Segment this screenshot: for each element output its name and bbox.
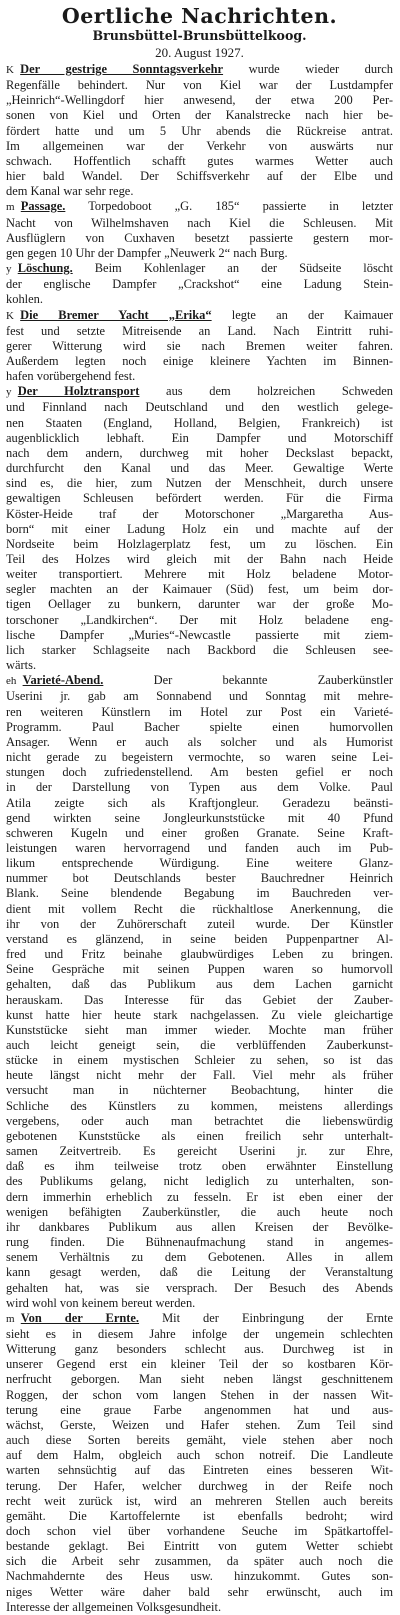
text-line: senem Verhältnis zu dem Gebotenen. Alles in allem xyxy=(6,1250,393,1265)
text-line: hafen vorübergehend fest. xyxy=(6,369,136,384)
text-line xyxy=(6,384,393,400)
text-line: versucht man in nüchterner Beobachtung, hinter die xyxy=(6,1083,393,1098)
text-line xyxy=(6,62,393,78)
text-line: Kunststücke sieht man immer wieder. Mochte man früher xyxy=(6,1022,393,1037)
text-line: Teil des Holzes wird gleich mit der Bahn nach Heide xyxy=(6,552,393,566)
text-line: tigen Oellager zu bunkern, darunter war der große Mo- xyxy=(6,597,393,612)
text-line: sich die Arbeit sehr zusammen, da später auch noch die xyxy=(6,1554,393,1569)
text-line: des Publikums gelang, nicht lediglich zu unterhalten, son- xyxy=(6,1174,393,1189)
text-line: warten sehnsüchtig auf das Eintreten eines besseren Wit- xyxy=(6,1463,393,1478)
text-line: terung. Der Hafer, welcher durchweg in der Reife noch xyxy=(6,1478,393,1493)
text-line: sind es, die hier, zum Nutzen der Menschheit, durch unsere xyxy=(6,476,393,491)
text-line: nerfrucht geborgen. Man sieht neben längst geschnittenem xyxy=(6,1372,393,1387)
item-text: wurde wieder durch xyxy=(223,62,393,76)
text-line: schweren Kugeln und einer großen Granate. Seine Kraft- xyxy=(6,825,393,840)
text-line: fred und Fritz beinahe glaubwürdiges Leben zu bringen. xyxy=(6,947,393,962)
text-line: gend wirkten seine Jongleurkunststücke mit 40 Pfund xyxy=(6,810,393,825)
text-line: nach dem andern, durchweg mit hoher Deckslast bepackt, xyxy=(6,445,393,460)
text-line: Ausflüglern von Cuxhaven besetzt passierte gestern mor- xyxy=(6,230,393,245)
text-line: dern immerhin erheblich zu fesseln. Er ist eben einer der xyxy=(6,1189,393,1204)
text-line xyxy=(6,261,393,277)
text-line xyxy=(6,308,393,324)
text-line: wächst, Gerste, Weizen und Hafer stehen. Zum Teil sind xyxy=(6,1417,393,1432)
text-line: auch leicht geneigt sein, die verblüffenden Zauberkunst- xyxy=(6,1038,393,1052)
author-mark: m xyxy=(6,1312,15,1325)
item-headline: Der Holztransport xyxy=(17,384,140,399)
news-item xyxy=(6,384,393,673)
text-line: gerer Witterung wird sie nach Bremen weiter fahren. xyxy=(6,338,393,353)
text-line: rung finden. Die Bühnenaufmachung stand in angemes- xyxy=(6,1235,393,1250)
item-headline: Passage. xyxy=(20,199,66,214)
text-line: gewaltigen Schleusen befördert werden. Für die Firma xyxy=(6,491,393,506)
text-line: wenigen befähigten Zauberkünstler, die auch heute noch xyxy=(6,1204,393,1219)
text-line: Nachmahdernte des Heus usw. hinzukommt. Gutes son- xyxy=(6,1569,393,1584)
item-text: aus dem holzreichen Schweden xyxy=(139,384,393,399)
text-line: daß es ihm teilweise trotz oben erwähnter Einstellung xyxy=(6,1159,393,1174)
news-item xyxy=(6,261,393,307)
text-line: durchfurcht den Kanal und das Meer. Gewaltige Werte xyxy=(6,461,393,476)
text-line: weiter transportiert. Mehrere mit Holz beladene Motor- xyxy=(6,567,393,582)
author-mark: y xyxy=(6,386,12,399)
text-line xyxy=(6,199,393,215)
text-line: verstand es glänzend, in seine beiden Puppenpartner Al- xyxy=(6,931,393,946)
text-line: wird wohl von keinem bereut werden. xyxy=(6,1295,196,1310)
text-line: Nordseite beim Holzlagerplatz fest, um zu löschen. Ein xyxy=(6,536,393,551)
author-mark: eh xyxy=(6,675,17,688)
text-line: nummer bot Deutschlands bester Bauchredner Heinrich xyxy=(6,871,393,886)
text-line: „Heinrich“-Wellingdorf hier anwesend, der etwa 200 Per- xyxy=(6,93,393,108)
text-line: gemäht. Die Kartoffelernte ist ebenfalls bedroht; wird xyxy=(6,1508,393,1523)
text-line: ihr von der Zuhörerschaft zuteil wurde. Der Künstler xyxy=(6,916,393,931)
text-line: sonen von Kiel und Orten der Kanalstrecke nach hier be- xyxy=(6,108,393,123)
item-text: Beim Kohlenlager an der Südseite löscht xyxy=(72,261,393,276)
section-subtitle: Brunsbüttel-Brunsbüttelkoog. xyxy=(92,28,307,43)
text-line: Außerdem legten noch einige kleinere Yachten im Binnen- xyxy=(6,353,393,368)
text-line: sieht es in diesem Jahre infolge der ungemein schlechten xyxy=(6,1326,393,1341)
text-line: nen Staaten (England, Holland, Belgien, Frankreich) ist xyxy=(6,415,393,430)
text-line: auch diese Sorten bereits gemäht, viele stehen aber noch xyxy=(6,1433,393,1448)
text-line: Interesse der allgemeinen Volksgesundheit. xyxy=(6,1599,222,1614)
text-line: stücke in einem mystischen Schleier zu sehen, so ist das xyxy=(6,1053,393,1068)
text-line: fest und setzte Mitreisende an Land. Nach Eintritt ruhi- xyxy=(6,323,393,338)
text-line xyxy=(6,1311,393,1327)
author-mark: K xyxy=(6,309,14,322)
text-line: kunst hatte hier heute stark nachgelassen. Zu viele gleichartige xyxy=(6,1007,393,1022)
author-mark: K xyxy=(6,64,14,76)
text-line: gehalten, daß das Publikum aus dem Lachen garnicht xyxy=(6,977,393,992)
text-line: augenblicklich lebhaft. Ein Dampfer und Motorschiff xyxy=(6,430,393,445)
text-line: nicht gerade zu begeistern vermochte, so waren seine Lei- xyxy=(6,750,393,765)
text-line: unserer Gegend erst ein kleiner Teil der so kostbaren Kör- xyxy=(6,1357,393,1372)
text-line: dem Kanal war sehr rege. xyxy=(6,184,134,199)
text-line: segler machten an der Kaimauer (Süd) fest, um beim dor- xyxy=(6,582,393,597)
text-line: Im allgemeinen war der Verkehr von auswärts nur xyxy=(6,138,393,153)
text-line: leistungen waren hervorragend und fanden auch im Pub- xyxy=(6,840,393,855)
text-line: samen Zeitvertreib. Es gereicht Userini jr. zur Ehre, xyxy=(6,1144,393,1159)
item-text: Der bekannte Zauberkünstler xyxy=(103,673,393,688)
news-item xyxy=(6,673,393,1311)
text-line: lich starker Schlagseite nach Backbord die Schleusen see- xyxy=(6,642,393,657)
text-line: Atila zeigte sich als Kraftjongleur. Geradezu beänsti- xyxy=(6,795,393,810)
item-headline: Von der Ernte. xyxy=(20,1310,140,1325)
section-title: Oertliche Nachrichten. xyxy=(61,4,338,28)
text-line: ren weiteren Künstlern im Hotel zur Post ein Varieté- xyxy=(6,704,393,719)
text-line: schwach. Hoffentlich schafft gutes warmes Wetter auch xyxy=(6,153,393,168)
news-item xyxy=(6,199,393,261)
text-line: auf dem Halm, obgleich auch schon notreif. Die Landleute xyxy=(6,1448,393,1463)
text-line: Regenfälle behindert. Nur von Kiel war der Lustdampfer xyxy=(6,78,393,93)
text-line: doch schon viel über vorhandene Seuche im Spätkartoffel- xyxy=(6,1524,393,1538)
text-line: herauskam. Das Interesse für das Gebiet der Zauber- xyxy=(6,992,393,1007)
text-line: wärts. xyxy=(6,658,37,673)
item-text: Torpedoboot „G. 185“ passierte in letzter xyxy=(65,199,393,214)
text-line: Seine Gespräche mit seinen Puppen waren so humorvoll xyxy=(6,962,393,977)
text-line: dient mit vollem Recht die rückhaltlose Anerkennung, die xyxy=(6,901,393,916)
dateline: 20. August 1927. xyxy=(155,45,244,60)
text-line: Blank. Seine blendende Begabung im Bauchreden ver- xyxy=(6,886,393,901)
text-line: in der Darstellung von Typen aus dem Volke. Paul xyxy=(6,780,393,795)
text-line: hier bald Wandel. Der Schiffsverkehr auf der Elbe und xyxy=(6,169,393,184)
text-line: niges Wetter wäre daher bald sehr erwünscht, auch im xyxy=(6,1584,393,1599)
text-line: gehalten hat, was sie versprach. Der Besuch des Abends xyxy=(6,1280,393,1295)
text-line: bestande geklagt. Bei Eintritt von gutem Wetter schiebt xyxy=(6,1539,393,1554)
news-item xyxy=(6,1311,393,1615)
text-line: ihr dankbares Publikum aus allen Kreisen der Bevölke- xyxy=(6,1219,393,1234)
text-line: fördert hatte und um 5 Uhr abends die Rückreise antrat. xyxy=(6,123,393,138)
text-line: stungen doch zufriedenstellend. Am besten gefiel er noch xyxy=(6,765,393,780)
text-line: terung eine graue Farbe angenommen hat und aus- xyxy=(6,1402,393,1417)
text-line: Roggen, der schon vom langen Stehen in der nassen Wit- xyxy=(6,1387,393,1402)
item-headline: Löschung. xyxy=(17,261,73,276)
text-line: lische Dampfer „Muries“-Newcastle passierte mit ziem- xyxy=(6,627,393,642)
text-line: kohlen. xyxy=(6,292,43,307)
text-line: gen gegen 10 Uhr der Dampfer „Neuwerk 2“ nach Burg. xyxy=(6,245,288,260)
author-mark: y xyxy=(6,263,12,276)
item-text: Mit der Einbringung der Ernte xyxy=(139,1310,393,1325)
article-column xyxy=(6,62,393,1615)
text-line: Userini jr. gab am Sonnabend und Sonntag mit mehre- xyxy=(6,689,393,704)
text-line: recht weit zurück ist, wird an mehreren Stellen auch bereits xyxy=(6,1493,393,1508)
text-line: und Finnland nach Deutschland und den westlich gelege- xyxy=(6,400,393,415)
text-line: Ansager. Wenn er auch als solcher und als Humorist xyxy=(6,734,393,749)
text-line: kann gesagt werden, daß die Leitung der Veranstaltung xyxy=(6,1265,393,1280)
text-line: gebotenen Kunststücke als einen freilich sehr unterhalt- xyxy=(6,1128,393,1143)
text-line: born“ mit einer Ladung Holz ein und machte auf der xyxy=(6,521,393,536)
text-line: Witterung ganz besonders schlecht aus. Durchweg ist in xyxy=(6,1342,393,1357)
text-line: Programm. Paul Bacher spielte einen humorvollen xyxy=(6,719,393,734)
author-mark: m xyxy=(6,201,15,214)
text-line: likum entsprechende Würdigung. Eine weitere Glanz- xyxy=(6,856,393,871)
text-line: torschoner „Landkirchen“. Der mit Holz beladene eng- xyxy=(6,612,393,627)
text-line: Nacht von Wilhelmshaven nach Kiel die Schleusen. Mit xyxy=(6,215,393,230)
text-line: vergebens, oder auch man betrachtet die liebenswürdig xyxy=(6,1113,393,1128)
item-headline: Der gestrige Sonntagsverkehr xyxy=(20,62,224,76)
text-line: heute längst nicht mehr der Fall. Viel mehr als früher xyxy=(6,1068,393,1083)
news-item xyxy=(6,62,393,199)
text-line: Schliche des Künstlers zu kommen, meistens allerdings xyxy=(6,1098,393,1113)
news-item xyxy=(6,308,393,385)
text-line: Köster-Heide traf der Motorschoner „Margaretha Aus- xyxy=(6,506,393,521)
item-text: legte an der Kaimauer xyxy=(211,307,394,322)
text-line: der englische Dampfer „Crackshot“ eine Ladung Stein- xyxy=(6,277,393,292)
text-line xyxy=(6,673,393,689)
item-headline: Die Bremer Yacht „Erika“ xyxy=(20,307,212,322)
item-headline: Varieté-Abend. xyxy=(22,673,104,688)
